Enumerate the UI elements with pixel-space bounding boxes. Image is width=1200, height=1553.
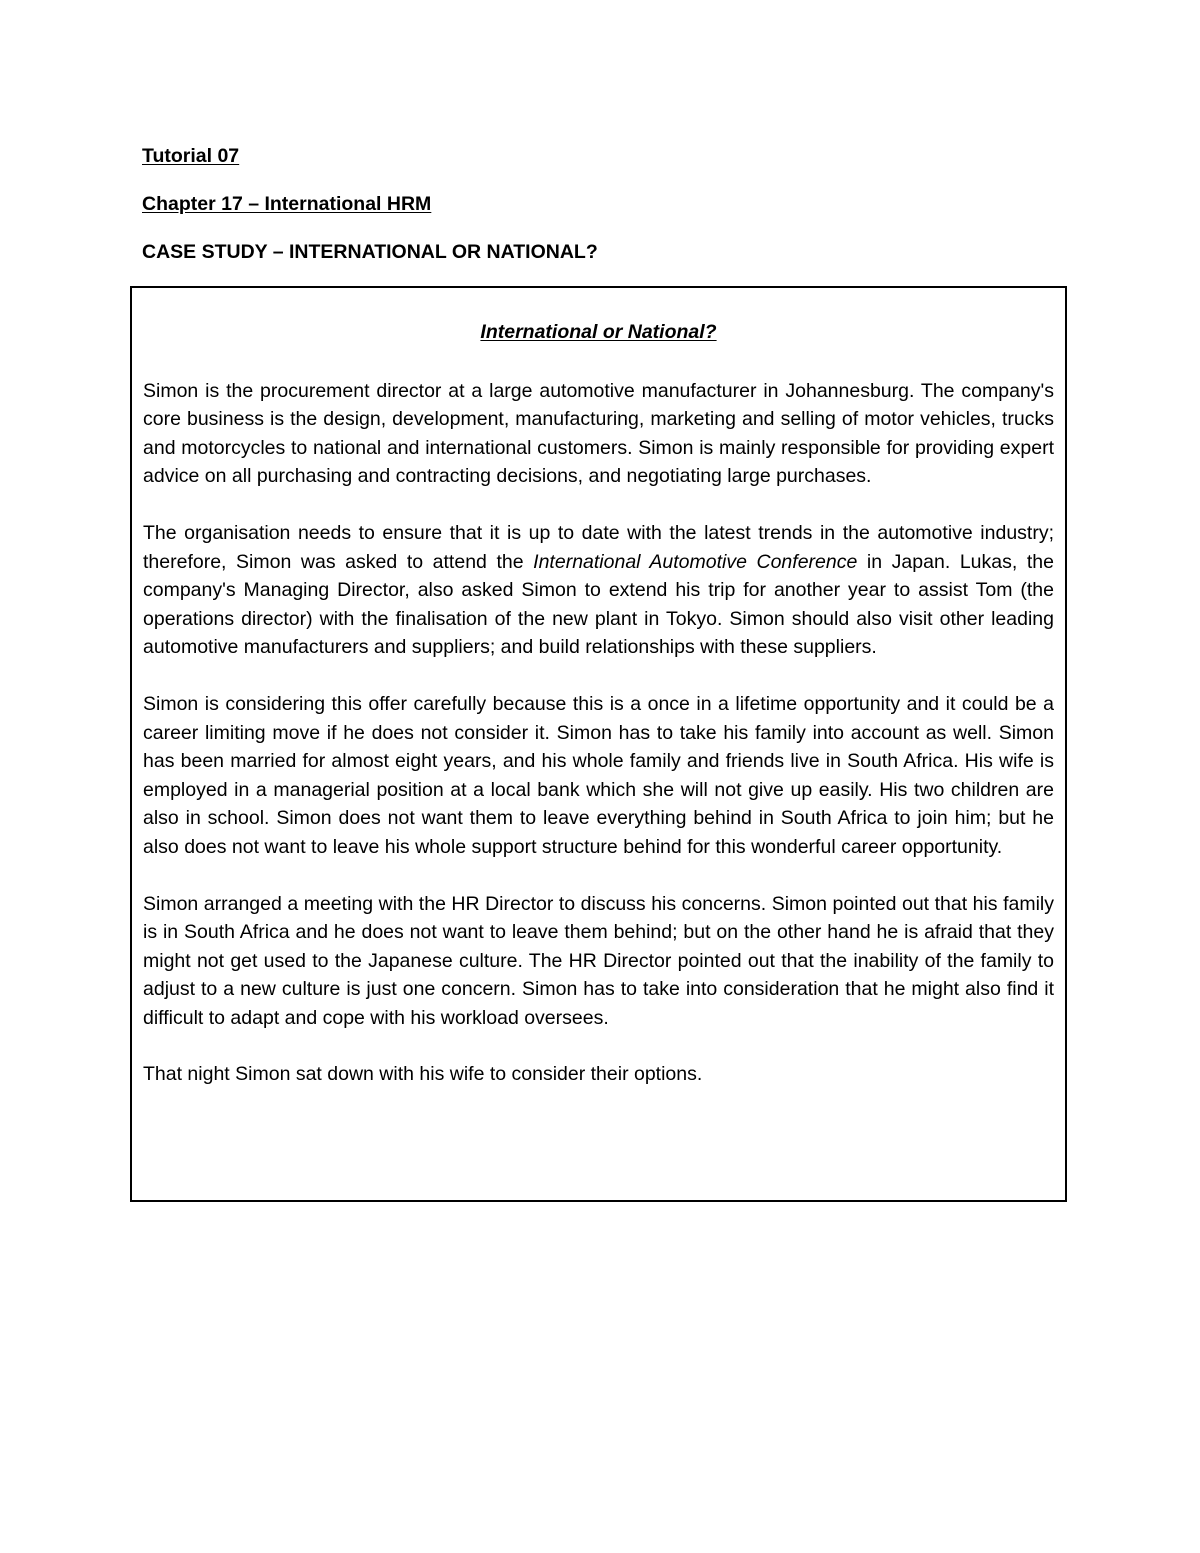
- case-paragraph-2: [143, 519, 1054, 662]
- case-paragraph-3: Simon is considering this offer carefully because this is a once in a lifetime opportunity and it could be a career limiting move if he does not consider it. Simon has to take his family into account as well. Simon has been married for almost eight years, and his whole family and friends live in South Africa. His wife is employed in a managerial position at a local bank which she will not give up easily. His two children are also in school. Simon does not want them to leave everything behind in South Africa to join him; but he also does not want to leave his whole support structure behind for this wonderful career opportunity.: [143, 692, 1054, 858]
- case-paragraph-5: That night Simon sat down with his wife to consider their options.: [143, 1063, 703, 1086]
- paragraph-text: in Japan. Lukas, the company's Managing Director, also asked Simon to extend his trip for another year to assist Tom (the operations director) with the finalisation of the new plant in Tokyo. Simon should also visit other leading automotive manufacturers and suppliers; and build relationships with these suppliers.: [143, 550, 1054, 659]
- conference-name: International Automotive Conference: [533, 550, 858, 573]
- tutorial-title: Tutorial 07: [142, 145, 240, 167]
- case-paragraph-1: Simon is the procurement director at a large automotive manufacturer in Johannesburg. The company's core business is the design, development, manufacturing, marketing and selling of motor vehicles, trucks and motorcycles to national and international customers. Simon is mainly responsible for providing expert advice on all purchasing and contracting decisions, and negotiating large purchases.: [143, 379, 1054, 488]
- case-study-heading: International or National?: [480, 321, 717, 343]
- paragraph-text: The organisation needs to ensure that it is up to date with the latest trends in the automotive industry; therefore, Simon was asked to attend the: [143, 521, 1054, 573]
- case-study-box: [130, 286, 1067, 1202]
- chapter-title: Chapter 17 – International HRM: [142, 193, 432, 215]
- case-paragraph-4: Simon arranged a meeting with the HR Director to discuss his concerns. Simon pointed out that his family is in South Africa and he does not want to leave them behind; but on the other hand he is afraid that they might not get used to the Japanese culture. The HR Director pointed out that the inability of the family to adjust to a new culture is just one concern. Simon has to take into consideration that he might also find it difficult to adapt and cope with his workload oversees.: [143, 892, 1054, 1029]
- case-study-title: CASE STUDY – INTERNATIONAL OR NATIONAL?: [142, 241, 598, 263]
